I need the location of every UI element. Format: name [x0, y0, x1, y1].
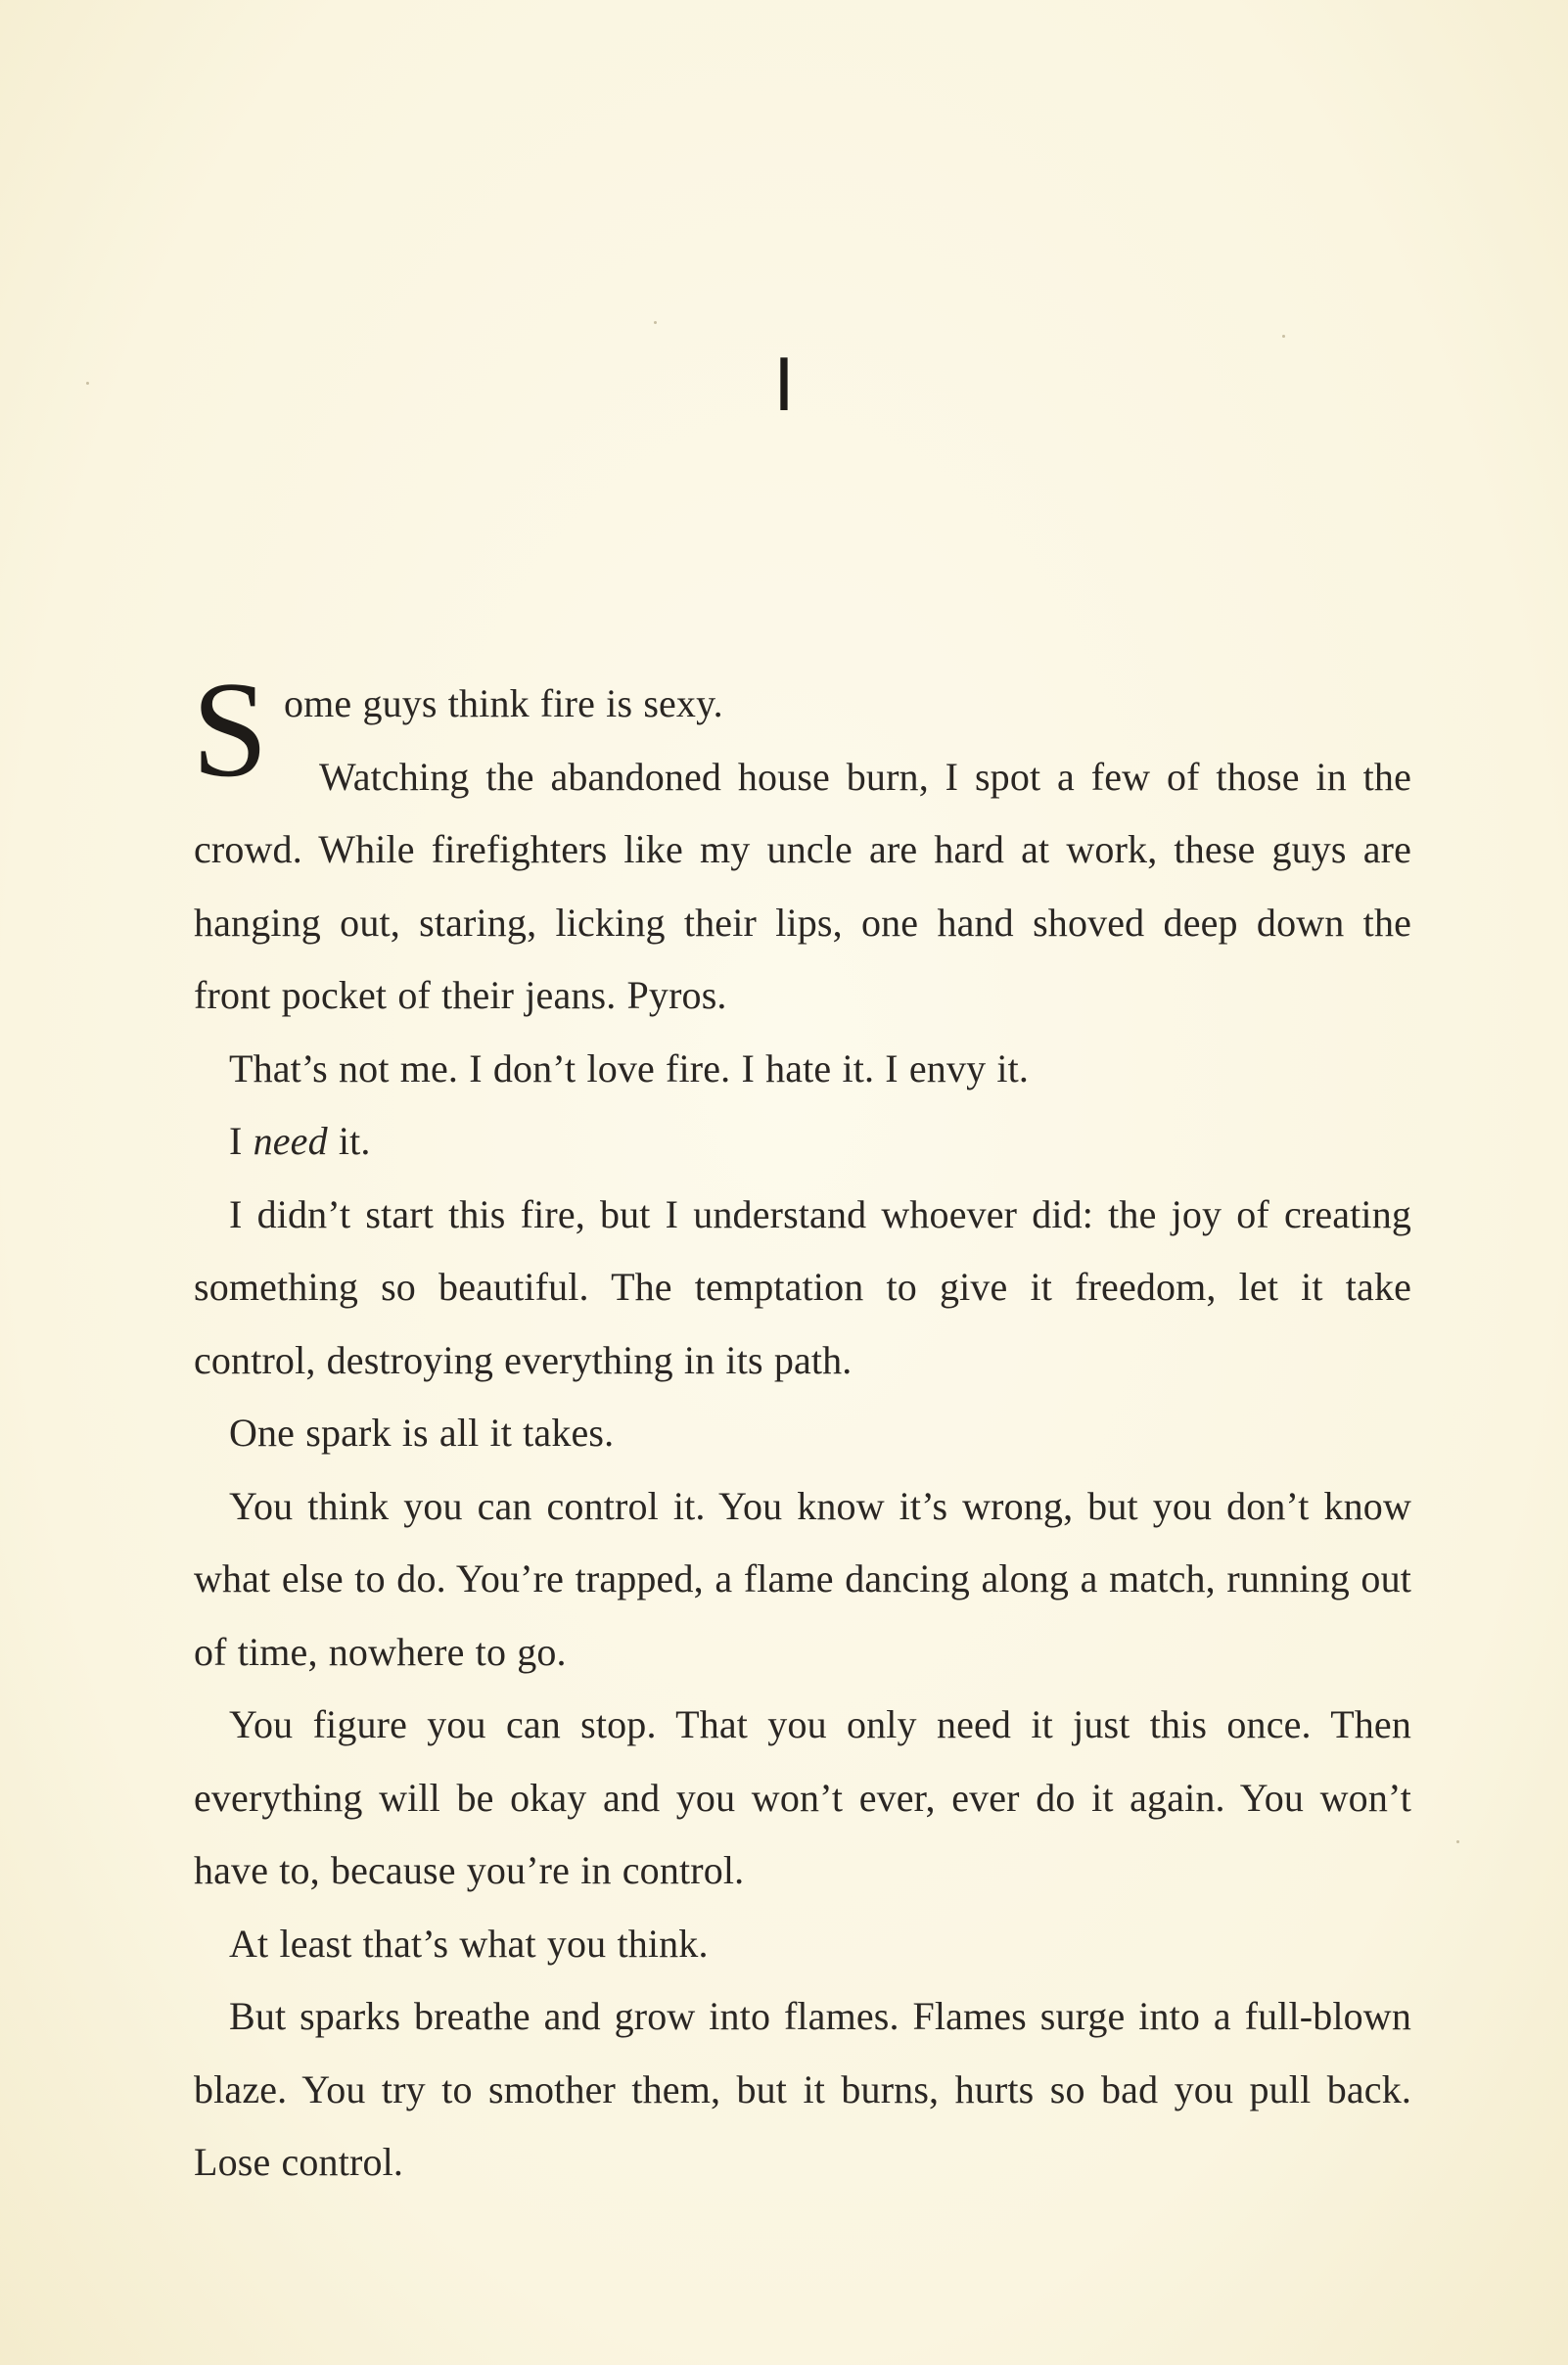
paragraph-text: I: [229, 1119, 254, 1163]
opening-paragraph: [192, 654, 1411, 806]
drop-cap: S: [192, 654, 269, 806]
paragraph-text: it.: [327, 1119, 371, 1163]
emphasis-text: need: [253, 1119, 328, 1163]
paragraph: [194, 1908, 1411, 1981]
paragraph: [194, 1179, 1411, 1398]
paper-speck: [1456, 1840, 1459, 1843]
paragraph: [194, 1105, 1411, 1179]
paragraph-text: I didn’t start this fire, but I understand whoever did: the joy of creating something so beautiful. The temptation to give it freedom, let it take control, destroying everything in its path.: [194, 1191, 1411, 1382]
paragraph-text: You think you can control it. You know it’s wrong, but you don’t know what else to do. You’re trapped, a flame dancing along a match, running out of time, nowhere to go.: [194, 1483, 1411, 1674]
paragraph-text: At least that’s what you think.: [229, 1921, 709, 1966]
paragraph: [194, 1033, 1411, 1106]
paragraph-text: One spark is all it takes.: [229, 1411, 615, 1455]
paper-speck: [654, 321, 657, 324]
paragraph: [194, 1470, 1411, 1690]
paper-speck: [1282, 335, 1285, 338]
paragraph-text: That’s not me. I don’t love fire. I hate it. I envy it.: [229, 1045, 1030, 1090]
paragraph: [194, 1980, 1411, 2200]
paragraph-text: Watching the abandoned house burn, I spot a few of those in the crowd. While firefighters like my uncle are hard at work, these guys are hanging out, staring, licking their lips, one hand shoved deep down the front pocket of their jeans. Pyros.: [194, 754, 1411, 1017]
paragraph-text: You figure you can stop. That you only need it just this once. Then everything will be okay and you won’t ever, ever do it again. You won’t have to, because you’re in control.: [194, 1702, 1411, 1892]
paragraph: [194, 741, 1411, 1033]
paragraph: [194, 1397, 1411, 1470]
chapter-body: [192, 654, 1411, 2200]
paragraph-text: But sparks breathe and grow into flames. Flames surge into a full-blown blaze. You try to smother them, but it burns, hurts so bad you pull back. Lose control.: [194, 1994, 1411, 2184]
opening-line: ome guys think fire is sexy.: [284, 681, 723, 725]
paragraph: [194, 1689, 1411, 1908]
chapter-number: I: [773, 341, 795, 427]
